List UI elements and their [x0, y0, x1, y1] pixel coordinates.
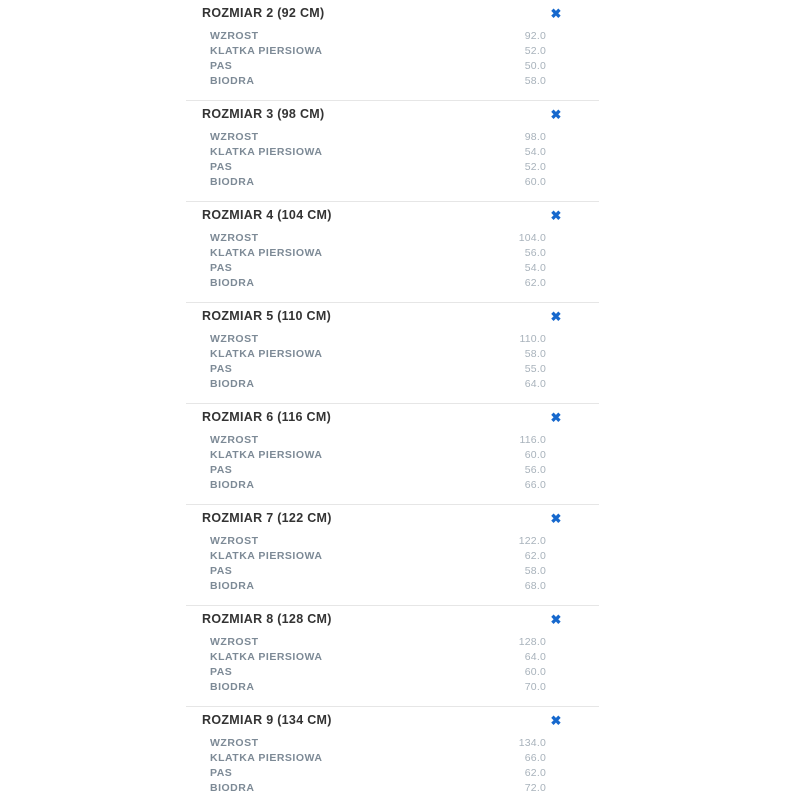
attribute-row	[186, 464, 599, 479]
attribute-label: WZROST	[210, 636, 259, 648]
attribute-row	[186, 30, 599, 45]
size-header[interactable]	[186, 606, 599, 632]
attribute-row	[186, 767, 599, 782]
attribute-value: 62.0	[524, 277, 546, 289]
size-block	[186, 101, 599, 202]
attribute-value: 64.0	[524, 651, 546, 663]
attribute-row	[186, 348, 599, 363]
attribute-label: BIODRA	[210, 75, 255, 87]
size-header[interactable]	[186, 707, 599, 733]
attribute-row	[186, 434, 599, 449]
attribute-row	[186, 752, 599, 767]
attribute-label: WZROST	[210, 737, 259, 749]
size-header[interactable]	[186, 0, 599, 26]
attribute-label: BIODRA	[210, 176, 255, 188]
attribute-value: 104.0	[518, 232, 546, 244]
size-attribute-table	[186, 531, 599, 605]
attribute-row	[186, 45, 599, 60]
attribute-row	[186, 232, 599, 247]
attribute-label: PAS	[210, 565, 233, 577]
attribute-value: 50.0	[524, 60, 546, 72]
close-icon[interactable]: ✖	[550, 712, 562, 728]
attribute-row	[186, 737, 599, 752]
attribute-label: PAS	[210, 60, 233, 72]
size-block	[186, 303, 599, 404]
attribute-label: KLATKA PIERSIOWA	[210, 348, 323, 360]
size-header[interactable]	[186, 202, 599, 228]
attribute-label: BIODRA	[210, 580, 255, 592]
size-block	[186, 202, 599, 303]
attribute-label: WZROST	[210, 535, 259, 547]
close-icon[interactable]: ✖	[550, 308, 562, 324]
attribute-row	[186, 277, 599, 292]
size-title: ROZMIAR 6 (116 CM)	[202, 410, 332, 424]
size-block	[186, 505, 599, 606]
attribute-label: BIODRA	[210, 378, 255, 390]
attribute-value: 52.0	[524, 161, 546, 173]
attribute-label: BIODRA	[210, 782, 255, 794]
close-icon[interactable]: ✖	[550, 510, 562, 526]
attribute-row	[186, 262, 599, 277]
attribute-value: 128.0	[518, 636, 546, 648]
size-title: ROZMIAR 4 (104 CM)	[202, 208, 332, 222]
attribute-row	[186, 666, 599, 681]
attribute-label: WZROST	[210, 131, 259, 143]
close-icon[interactable]: ✖	[550, 106, 562, 122]
attribute-label: BIODRA	[210, 479, 255, 491]
attribute-value: 58.0	[524, 565, 546, 577]
close-icon[interactable]: ✖	[550, 207, 562, 223]
attribute-value: 56.0	[524, 464, 546, 476]
attribute-value: 116.0	[519, 434, 546, 446]
attribute-label: PAS	[210, 464, 233, 476]
size-attribute-table	[186, 329, 599, 403]
attribute-row	[186, 782, 599, 797]
attribute-value: 122.0	[518, 535, 546, 547]
attribute-value: 52.0	[524, 45, 546, 57]
attribute-row	[186, 580, 599, 595]
attribute-value: 54.0	[524, 262, 546, 274]
attribute-row	[186, 176, 599, 191]
attribute-value: 70.0	[524, 681, 546, 693]
attribute-row	[186, 247, 599, 262]
attribute-row	[186, 449, 599, 464]
attribute-row	[186, 333, 599, 348]
size-block	[186, 606, 599, 707]
attribute-row	[186, 161, 599, 176]
attribute-label: PAS	[210, 161, 233, 173]
attribute-value: 110.0	[519, 333, 546, 345]
attribute-value: 55.0	[524, 363, 546, 375]
attribute-value: 92.0	[524, 30, 546, 42]
attribute-value: 68.0	[524, 580, 546, 592]
attribute-label: KLATKA PIERSIOWA	[210, 146, 323, 158]
attribute-value: 64.0	[524, 378, 546, 390]
attribute-row	[186, 550, 599, 565]
attribute-row	[186, 565, 599, 580]
attribute-label: KLATKA PIERSIOWA	[210, 45, 323, 57]
attribute-row	[186, 60, 599, 75]
size-block	[186, 404, 599, 505]
attribute-label: BIODRA	[210, 277, 255, 289]
attribute-value: 62.0	[524, 550, 546, 562]
attribute-value: 72.0	[524, 782, 546, 794]
attribute-value: 58.0	[524, 348, 546, 360]
attribute-label: KLATKA PIERSIOWA	[210, 752, 323, 764]
attribute-label: BIODRA	[210, 681, 255, 693]
attribute-label: PAS	[210, 666, 233, 678]
attribute-row	[186, 75, 599, 90]
size-title: ROZMIAR 2 (92 CM)	[202, 6, 325, 20]
close-icon[interactable]: ✖	[550, 5, 562, 21]
attribute-label: KLATKA PIERSIOWA	[210, 651, 323, 663]
attribute-value: 54.0	[524, 146, 546, 158]
size-title: ROZMIAR 5 (110 CM)	[202, 309, 332, 323]
attribute-label: PAS	[210, 363, 233, 375]
size-attribute-table	[186, 733, 599, 807]
attribute-label: KLATKA PIERSIOWA	[210, 449, 323, 461]
attribute-label: WZROST	[210, 30, 259, 42]
size-title: ROZMIAR 7 (122 CM)	[202, 511, 332, 525]
attribute-label: WZROST	[210, 232, 259, 244]
size-title: ROZMIAR 8 (128 CM)	[202, 612, 332, 626]
attribute-value: 66.0	[524, 479, 546, 491]
attribute-value: 98.0	[524, 131, 546, 143]
size-attribute-table	[186, 632, 599, 706]
attribute-label: PAS	[210, 767, 233, 779]
attribute-label: WZROST	[210, 434, 259, 446]
attribute-row	[186, 636, 599, 651]
attribute-value: 60.0	[524, 449, 546, 461]
attribute-value: 60.0	[524, 666, 546, 678]
attribute-row	[186, 535, 599, 550]
close-icon[interactable]: ✖	[550, 409, 562, 425]
attribute-value: 56.0	[524, 247, 546, 259]
size-header[interactable]	[186, 505, 599, 531]
size-block	[186, 707, 599, 807]
attribute-row	[186, 651, 599, 666]
size-header[interactable]	[186, 404, 599, 430]
close-icon[interactable]: ✖	[550, 611, 562, 627]
size-header[interactable]	[186, 303, 599, 329]
attribute-row	[186, 681, 599, 696]
attribute-value: 134.0	[518, 737, 546, 749]
size-attribute-table	[186, 430, 599, 504]
attribute-value: 66.0	[524, 752, 546, 764]
size-title: ROZMIAR 3 (98 CM)	[202, 107, 325, 121]
size-attribute-table	[186, 228, 599, 302]
attribute-label: KLATKA PIERSIOWA	[210, 247, 323, 259]
size-chart-panel	[186, 0, 599, 807]
attribute-label: WZROST	[210, 333, 259, 345]
attribute-row	[186, 146, 599, 161]
attribute-label: KLATKA PIERSIOWA	[210, 550, 323, 562]
attribute-value: 58.0	[524, 75, 546, 87]
size-block	[186, 0, 599, 101]
size-header[interactable]	[186, 101, 599, 127]
attribute-row	[186, 131, 599, 146]
attribute-row	[186, 363, 599, 378]
size-title: ROZMIAR 9 (134 CM)	[202, 713, 332, 727]
attribute-value: 60.0	[524, 176, 546, 188]
attribute-row	[186, 479, 599, 494]
size-attribute-table	[186, 26, 599, 100]
attribute-value: 62.0	[524, 767, 546, 779]
attribute-row	[186, 378, 599, 393]
size-attribute-table	[186, 127, 599, 201]
attribute-label: PAS	[210, 262, 233, 274]
